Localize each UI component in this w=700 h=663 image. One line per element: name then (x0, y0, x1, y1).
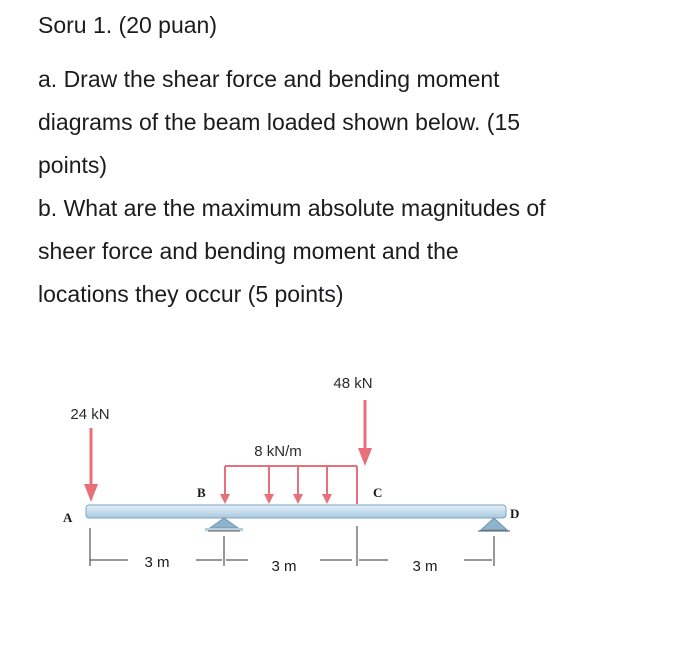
question-line: points) (38, 152, 108, 178)
point-label-c: C (373, 485, 383, 500)
point-load-c (333, 375, 372, 466)
question-line: diagrams of the beam loaded shown below. (15 (38, 109, 521, 135)
point-label-b: B (197, 485, 206, 500)
point-label-d: D (510, 506, 520, 521)
question-line: locations they occur (5 points) (38, 281, 344, 307)
support-d (478, 518, 510, 531)
load-label-48kn: 48 kN (333, 375, 373, 392)
dimension-bc: 3 m (271, 558, 297, 575)
load-label-8knm: 8 kN/m (254, 443, 302, 460)
load-label-24kn: 24 kN (70, 406, 110, 423)
point-load-a (70, 406, 109, 502)
dimension-ab: 3 m (144, 554, 170, 571)
support-b (205, 518, 243, 531)
question-line: sheer force and bending moment and the (38, 238, 459, 264)
point-label-a: A (63, 510, 73, 525)
dimension-cd: 3 m (412, 558, 438, 575)
udl-arrows (220, 466, 332, 504)
question-title: Soru 1. (20 puan) (38, 12, 218, 38)
load-arrow-head (358, 448, 372, 466)
distributed-load (220, 443, 357, 504)
question-line: b. What are the maximum absolute magnitudes of (38, 195, 546, 221)
beam (86, 505, 506, 518)
question-line: a. Draw the shear force and bending moment (38, 66, 500, 92)
load-arrow-head (84, 484, 98, 502)
